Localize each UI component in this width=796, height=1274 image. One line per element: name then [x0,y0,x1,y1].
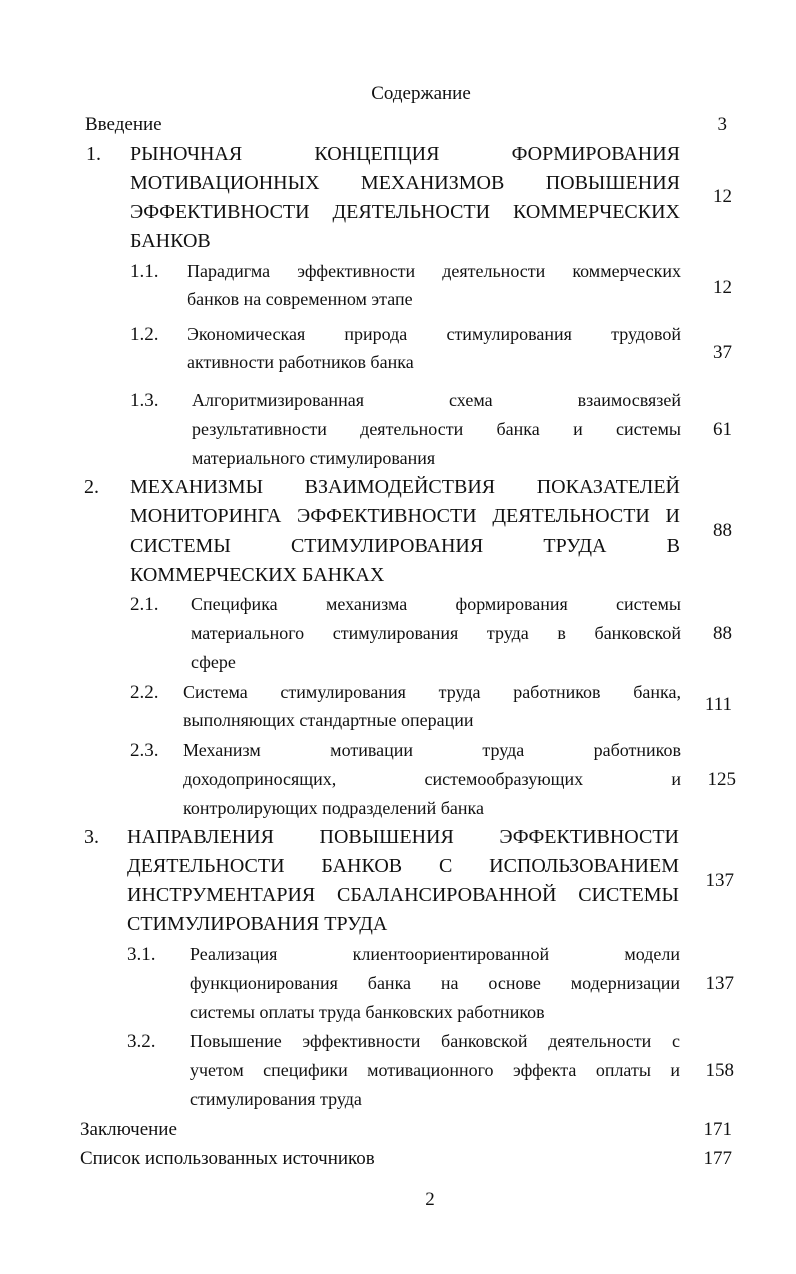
section-title-line: функционирования банка на основе модернизации [190,973,680,993]
toc-page: 158 [705,1060,734,1081]
section-number: 1.3. [130,390,159,411]
section-title-line: результативности деятельности банка и системы [192,419,681,439]
section-title-line: Механизм мотивации труда работников [183,740,681,760]
chapter-title-line: РЫНОЧНАЯ КОНЦЕПЦИЯ ФОРМИРОВАНИЯ [130,143,680,165]
section-title-line: Алгоритмизированная схема взаимосвязей [192,390,681,410]
section-number: 1.2. [130,324,159,345]
chapter-number: 2. [84,476,99,498]
section-title-line: активности работников банка [187,352,414,372]
chapter-title-line: ДЕЯТЕЛЬНОСТИ БАНКОВ С ИСПОЛЬЗОВАНИЕМ [127,855,679,877]
section-title-line: материального стимулирования [192,448,436,468]
chapter-title-line: НАПРАВЛЕНИЯ ПОВЫШЕНИЯ ЭФФЕКТИВНОСТИ [127,826,679,848]
section-title-line: Парадигма эффективности деятельности коммерческих [187,261,681,281]
toc-label: Список использованных источников [80,1148,375,1169]
chapter-title-line: ЭФФЕКТИВНОСТИ ДЕЯТЕЛЬНОСТИ КОММЕРЧЕСКИХ [130,201,680,223]
page-title: Содержание [371,83,471,104]
section-number: 1.1. [130,261,159,282]
toc-page: 88 [713,623,732,644]
chapter-title-line: МЕХАНИЗМЫ ВЗАИМОДЕЙСТВИЯ ПОКАЗАТЕЛЕЙ [130,476,680,498]
toc-label: Введение [85,114,162,135]
chapter-title-line: ИНСТРУМЕНТАРИЯ СБАЛАНСИРОВАННОЙ СИСТЕМЫ [127,884,679,906]
section-title-line: Экономическая природа стимулирования трудовой [187,324,681,344]
toc-page: 125 [707,769,736,790]
section-title-line: учетом специфики мотивационного эффекта оплаты и [190,1060,680,1080]
section-number: 3.1. [127,944,156,965]
toc-page: 3 [717,114,727,135]
chapter-title-line: СИСТЕМЫ СТИМУЛИРОВАНИЯ ТРУДА В [130,535,680,557]
section-title-line: выполняющих стандартные операции [183,710,474,730]
toc-page: 61 [713,419,732,440]
section-title-line: доходоприносящих, системообразующих и [183,769,681,789]
section-number: 3.2. [127,1031,156,1052]
toc-page: 12 [713,277,732,298]
chapter-title-line: КОММЕРЧЕСКИХ БАНКАХ [130,564,385,586]
toc-page: 137 [705,973,734,994]
toc-page: 171 [703,1119,732,1140]
chapter-title-line: МОТИВАЦИОННЫХ МЕХАНИЗМОВ ПОВЫШЕНИЯ [130,172,680,194]
chapter-number: 1. [86,143,101,165]
toc-page: 88 [713,520,732,541]
toc-page: 137 [705,870,734,891]
section-title-line: материального стимулирования труда в банковской [191,623,681,643]
chapter-title-line: СТИМУЛИРОВАНИЯ ТРУДА [127,913,388,935]
toc-page: 37 [713,342,732,363]
page-number: 2 [425,1189,435,1210]
section-title-line: системы оплаты труда банковских работников [190,1002,545,1022]
section-title-line: сфере [191,652,236,672]
section-title-line: банков на современном этапе [187,289,413,309]
section-title-line: Специфика механизма формирования системы [191,594,681,614]
toc-page: 177 [703,1148,732,1169]
chapter-title-line: МОНИТОРИНГА ЭФФЕКТИВНОСТИ ДЕЯТЕЛЬНОСТИ И [130,505,680,527]
section-number: 2.1. [130,594,159,615]
section-title-line: стимулирования труда [190,1089,362,1109]
section-title-line: контролирующих подразделений банка [183,798,484,818]
section-title-line: Реализация клиентоориентированной модели [190,944,680,964]
section-number: 2.3. [130,740,159,761]
chapter-number: 3. [84,826,99,848]
toc-page: 12 [713,186,732,207]
toc-label: Заключение [80,1119,177,1140]
section-title-line: Система стимулирования труда работников банка, [183,682,681,702]
section-number: 2.2. [130,682,159,703]
chapter-title-line: БАНКОВ [130,230,211,252]
section-title-line: Повышение эффективности банковской деятельности с [190,1031,680,1051]
toc-page: 111 [704,694,732,715]
